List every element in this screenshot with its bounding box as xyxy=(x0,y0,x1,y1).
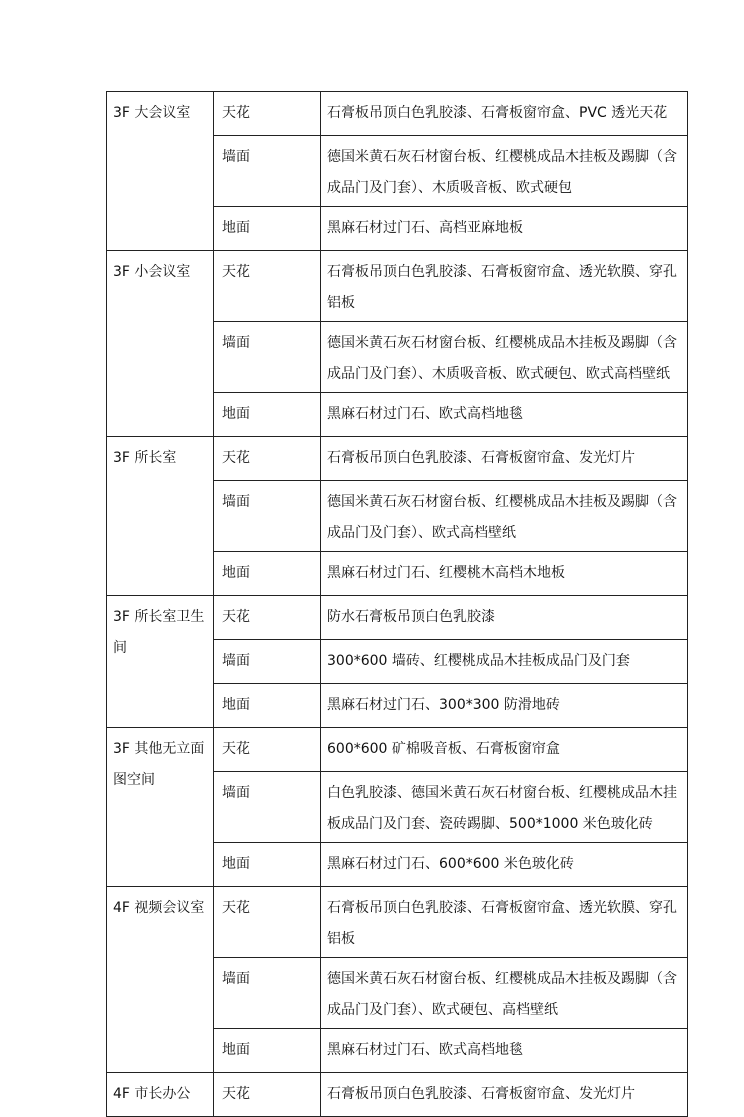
material-description-cell: 300*600 墙砖、红樱桃成品木挂板成品门及门套 xyxy=(321,640,688,684)
surface-part-cell: 墙面 xyxy=(214,958,321,1029)
table-row xyxy=(107,437,688,481)
surface-part-cell: 天花 xyxy=(214,92,321,136)
surface-part-cell: 天花 xyxy=(214,1073,321,1117)
space-name-cell: 3F 大会议室 xyxy=(107,92,214,251)
material-description-cell: 黑麻石材过门石、欧式高档地毯 xyxy=(321,1029,688,1073)
material-description-cell: 黑麻石材过门石、红樱桃木高档木地板 xyxy=(321,552,688,596)
material-description-cell: 黑麻石材过门石、高档亚麻地板 xyxy=(321,207,688,251)
surface-part-cell: 地面 xyxy=(214,1029,321,1073)
space-name-cell: 3F 其他无立面图空间 xyxy=(107,728,214,887)
material-description-cell: 黑麻石材过门石、欧式高档地毯 xyxy=(321,393,688,437)
finish-spec-table-body xyxy=(107,92,688,1117)
surface-part-cell: 地面 xyxy=(214,843,321,887)
material-description-cell: 石膏板吊顶白色乳胶漆、石膏板窗帘盒、发光灯片 xyxy=(321,1073,688,1117)
space-name-cell: 4F 市长办公 xyxy=(107,1073,214,1117)
surface-part-cell: 天花 xyxy=(214,251,321,322)
surface-part-cell: 墙面 xyxy=(214,772,321,843)
surface-part-cell: 墙面 xyxy=(214,640,321,684)
table-row xyxy=(107,92,688,136)
surface-part-cell: 地面 xyxy=(214,207,321,251)
material-description-cell: 黑麻石材过门石、300*300 防滑地砖 xyxy=(321,684,688,728)
surface-part-cell: 地面 xyxy=(214,684,321,728)
material-description-cell: 德国米黄石灰石材窗台板、红樱桃成品木挂板及踢脚（含成品门及门套）、木质吸音板、欧式硬包、欧式高档壁纸 xyxy=(321,322,688,393)
surface-part-cell: 墙面 xyxy=(214,322,321,393)
table-row xyxy=(107,1073,688,1117)
material-description-cell: 600*600 矿棉吸音板、石膏板窗帘盒 xyxy=(321,728,688,772)
surface-part-cell: 墙面 xyxy=(214,136,321,207)
surface-part-cell: 天花 xyxy=(214,728,321,772)
space-name-cell: 3F 小会议室 xyxy=(107,251,214,437)
surface-part-cell: 墙面 xyxy=(214,481,321,552)
material-description-cell: 石膏板吊顶白色乳胶漆、石膏板窗帘盒、PVC 透光天花 xyxy=(321,92,688,136)
surface-part-cell: 天花 xyxy=(214,596,321,640)
surface-part-cell: 天花 xyxy=(214,887,321,958)
space-name-cell: 3F 所长室 xyxy=(107,437,214,596)
surface-part-cell: 地面 xyxy=(214,552,321,596)
table-row xyxy=(107,596,688,640)
material-description-cell: 石膏板吊顶白色乳胶漆、石膏板窗帘盒、透光软膜、穿孔铝板 xyxy=(321,251,688,322)
material-description-cell: 石膏板吊顶白色乳胶漆、石膏板窗帘盒、发光灯片 xyxy=(321,437,688,481)
surface-part-cell: 天花 xyxy=(214,437,321,481)
material-description-cell: 德国米黄石灰石材窗台板、红樱桃成品木挂板及踢脚（含成品门及门套）、欧式高档壁纸 xyxy=(321,481,688,552)
material-description-cell: 防水石膏板吊顶白色乳胶漆 xyxy=(321,596,688,640)
material-description-cell: 黑麻石材过门石、600*600 米色玻化砖 xyxy=(321,843,688,887)
finish-spec-table xyxy=(106,91,688,1117)
space-name-cell: 4F 视频会议室 xyxy=(107,887,214,1073)
table-row xyxy=(107,251,688,322)
surface-part-cell: 地面 xyxy=(214,393,321,437)
table-row xyxy=(107,728,688,772)
material-description-cell: 石膏板吊顶白色乳胶漆、石膏板窗帘盒、透光软膜、穿孔铝板 xyxy=(321,887,688,958)
material-description-cell: 德国米黄石灰石材窗台板、红樱桃成品木挂板及踢脚（含成品门及门套）、木质吸音板、欧式硬包 xyxy=(321,136,688,207)
material-description-cell: 白色乳胶漆、德国米黄石灰石材窗台板、红樱桃成品木挂板成品门及门套、瓷砖踢脚、500*1000 米色玻化砖 xyxy=(321,772,688,843)
table-row xyxy=(107,887,688,958)
material-description-cell: 德国米黄石灰石材窗台板、红樱桃成品木挂板及踢脚（含成品门及门套）、欧式硬包、高档壁纸 xyxy=(321,958,688,1029)
space-name-cell: 3F 所长室卫生间 xyxy=(107,596,214,728)
